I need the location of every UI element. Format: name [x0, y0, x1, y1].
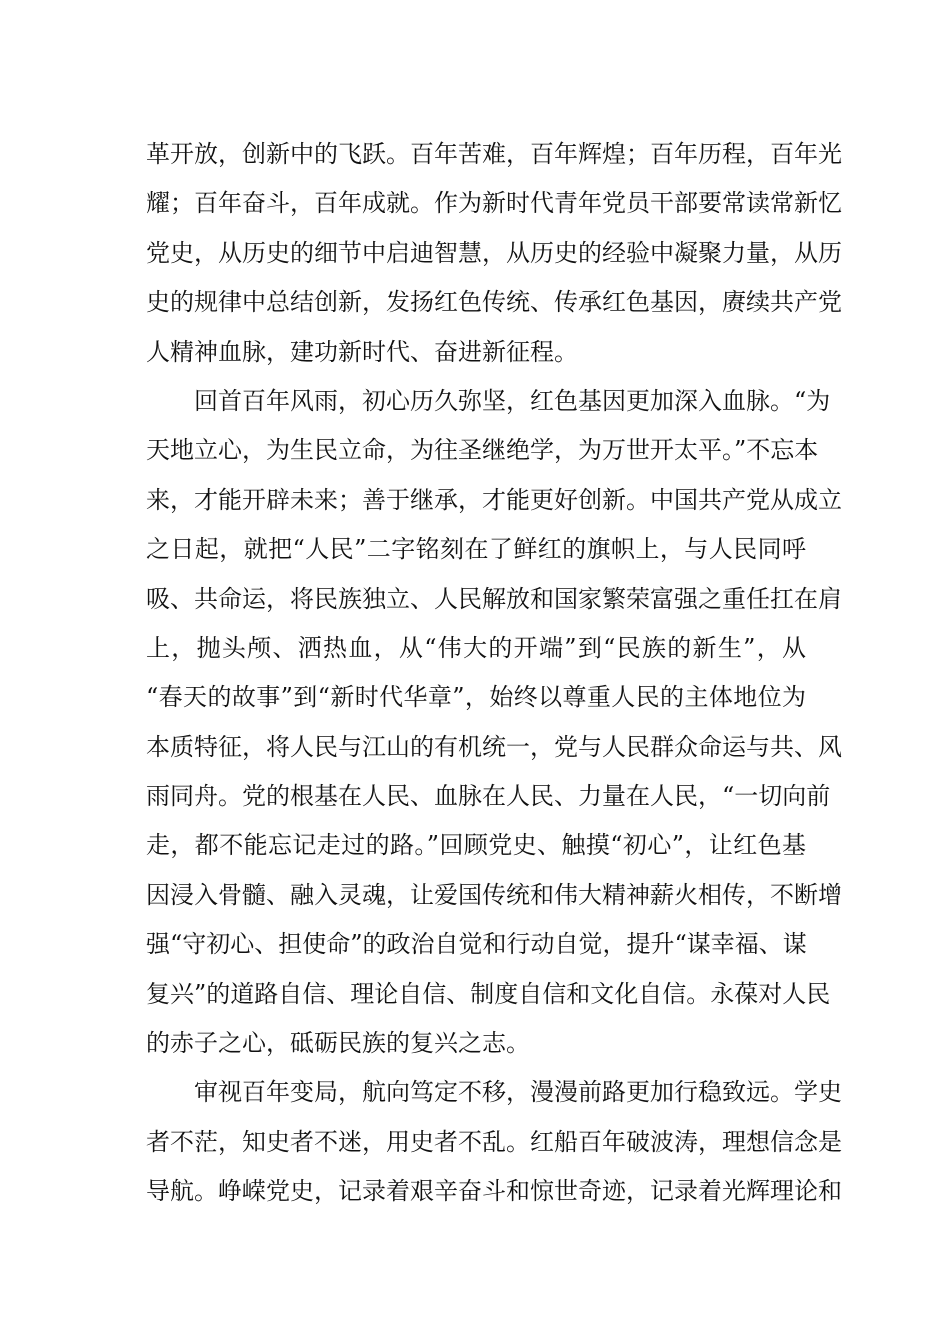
text-line: 导航。峥嵘党史，记录着艰辛奋斗和惊世奇迹，记录着光辉理论和: [146, 1177, 842, 1206]
text-line: 吸、共命运，将民族独立、人民解放和国家繁荣富强之重任扛在肩: [146, 584, 842, 613]
text-line: “春天的故事”到“新时代华章”，始终以尊重人民的主体地位为: [146, 683, 806, 712]
text-line: 复兴”的道路自信、理论自信、制度自信和文化自信。永葆对人民: [146, 979, 831, 1008]
text-line: 天地立心，为生民立命，为往圣继绝学，为万世开太平。”不忘本: [146, 436, 819, 465]
text-line: 本质特征，将人民与江山的有机统一，党与人民群众命运与共、风: [146, 732, 842, 761]
text-line: 走，都不能忘记走过的路。”回顾党史、触摸“初心”，让红色基: [146, 831, 806, 860]
body-text: [146, 130, 842, 1217]
text-line: 回首百年风雨，初心历久弥坚，红色基因更加深入血脉。“为: [194, 386, 831, 415]
text-line: 雨同舟。党的根基在人民、血脉在人民、力量在人民，“一切向前: [146, 782, 831, 811]
text-line: 上，抛头颅、洒热血，从“伟大的开端”到“民族的新生”，从: [146, 633, 806, 662]
text-line: 者不茫，知史者不迷，用史者不乱。红船百年破波涛，理想信念是: [146, 1127, 842, 1156]
text-line: 因浸入骨髓、融入灵魂，让爱国传统和伟大精神薪火相传，不断增: [146, 880, 842, 909]
text-line: 之日起，就把“人民”二字铭刻在了鲜红的旗帜上，与人民同呼: [146, 535, 806, 564]
text-line: 来，才能开辟未来；善于继承，才能更好创新。中国共产党从成立: [146, 485, 842, 514]
text-line: 的赤子之心，砥砺民族的复兴之志。: [146, 1029, 530, 1058]
text-line: 史的规律中总结创新，发扬红色传统、传承红色基因，赓续共产党: [146, 288, 842, 317]
text-line: 革开放，创新中的飞跃。百年苦难，百年辉煌；百年历程，百年光: [146, 140, 842, 168]
text-line: 人精神血脉，建功新时代、奋进新征程。: [146, 337, 578, 366]
text-line: 党史，从历史的细节中启迪智慧，从历史的经验中凝聚力量，从历: [146, 238, 842, 267]
text-line: 审视百年变局，航向笃定不移，漫漫前路更加行稳致远。学史: [194, 1078, 842, 1107]
text-line: 耀；百年奋斗，百年成就。作为新时代青年党员干部要常读常新忆: [146, 189, 842, 218]
text-line: 强“守初心、担使命”的政治自觉和行动自觉，提升“谋幸福、谋: [146, 930, 807, 959]
